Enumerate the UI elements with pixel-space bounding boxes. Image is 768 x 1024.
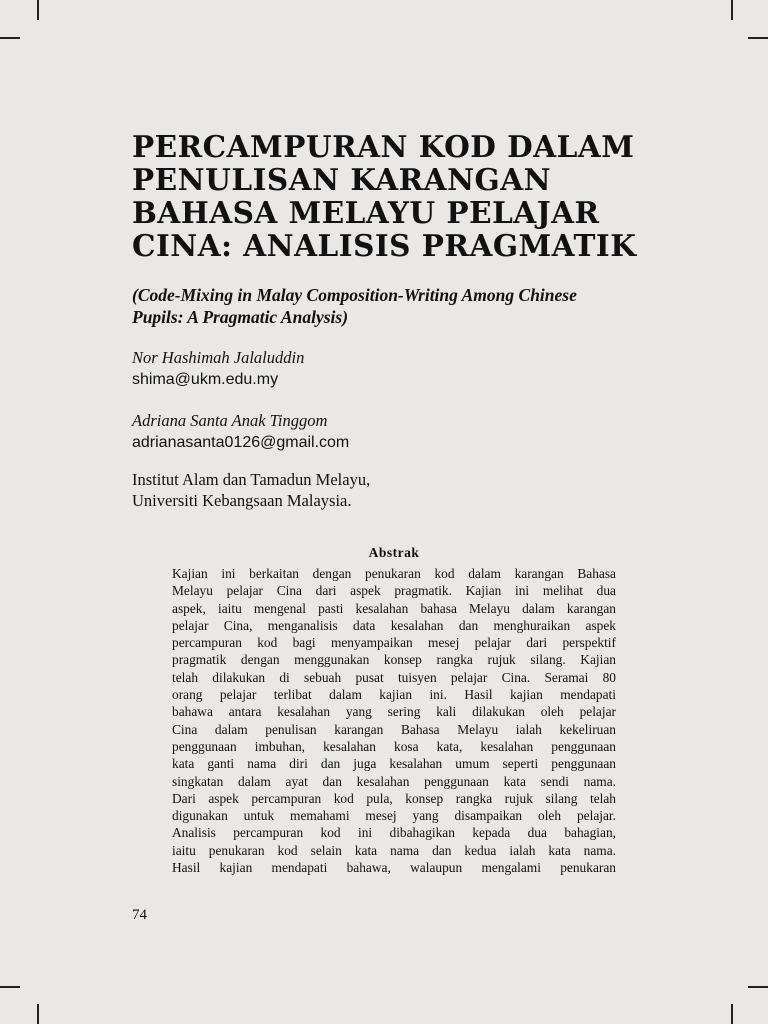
abstract-line: aspek, iaitu mengenal pasti kesalahan bahasa Melayu dalam karangan: [172, 600, 616, 616]
abstract-body: [172, 565, 616, 876]
english-subtitle: [132, 284, 652, 328]
abstract-line: Kajian ini berkaitan dengan penukaran kod dalam karangan Bahasa: [172, 566, 616, 581]
title-line: PENULISAN KARANGAN: [132, 162, 552, 197]
abstract-line: singkatan dalam ayat dan kesalahan penggunaan kata sendi nama.: [172, 773, 616, 789]
title-line: PERCAMPURAN KOD DALAM: [132, 129, 635, 164]
crop-mark: [731, 0, 733, 20]
author-name: Adriana Santa Anak Tinggom: [132, 411, 328, 430]
abstract-line: kata ganti nama diri dan juga kesalahan umum seperti penggunaan: [172, 756, 616, 772]
abstract-line: Hasil kajian mendapati bahawa, walaupun mengalami penukaran: [172, 860, 616, 876]
abstract-line: pragmatik dengan menggunakan konsep rangka rujuk silang. Kajian: [172, 652, 616, 668]
abstract-line: digunakan untuk memahami mesej yang disampaikan oleh pelajar.: [172, 808, 616, 824]
title-line: BAHASA MELAYU PELAJAR: [132, 195, 600, 230]
abstract-line: Melayu pelajar Cina dari aspek pragmatik. Kajian ini melihat dua: [172, 583, 616, 599]
crop-mark: [748, 986, 768, 988]
article-title: [132, 130, 652, 262]
crop-mark: [37, 0, 39, 20]
crop-mark: [37, 1004, 39, 1024]
abstract-line: Cina dalam penulisan karangan Bahasa Melayu ialah kekeliruan: [172, 721, 616, 737]
abstract-line: telah dilakukan di sebuah pusat tuisyen pelajar Cina. Seramai 80: [172, 669, 616, 685]
abstract-line: Analisis percampuran kod ini dibahagikan kepada dua bahagian,: [172, 825, 616, 841]
abstract-line: Dari aspek percampuran kod pula, konsep rangka rujuk silang telah: [172, 790, 616, 806]
abstract-line: pelajar Cina, menganalisis data kesalahan dan menghuraikan aspek: [172, 617, 616, 633]
crop-mark: [731, 1004, 733, 1024]
subtitle-line: Pupils: A Pragmatic Analysis): [132, 307, 349, 327]
title-line: CINA: ANALISIS PRAGMATIK: [132, 228, 637, 263]
abstract-line: penggunaan imbuhan, kesalahan kosa kata, kesalahan penggunaan: [172, 738, 616, 754]
crop-mark: [748, 37, 768, 39]
crop-mark: [0, 986, 20, 988]
abstract-line: orang pelajar terlibat dalam kajian ini. Hasil kajian mendapati: [172, 687, 616, 703]
abstract-line: bahawa antara kesalahan yang sering kali dilakukan oleh pelajar: [172, 704, 616, 720]
abstract-line: iaitu penukaran kod selain kata nama dan kedua ialah kata nama.: [172, 842, 616, 858]
author-email: shima@ukm.edu.my: [132, 371, 279, 388]
abstract-line: percampuran kod bagi menyampaikan mesej pelajar dari perspektif: [172, 635, 616, 651]
author-email: adrianasanta0126@gmail.com: [132, 434, 350, 451]
affiliation-line: Institut Alam dan Tamadun Melayu,: [132, 470, 371, 489]
affiliation: [132, 469, 370, 511]
author-name: Nor Hashimah Jalaluddin: [132, 348, 305, 367]
affiliation-line: Universiti Kebangsaan Malaysia.: [132, 491, 352, 510]
subtitle-line: (Code-Mixing in Malay Composition-Writing Among Chinese: [132, 285, 577, 305]
crop-mark: [0, 37, 20, 39]
page-number: 74: [132, 907, 147, 923]
abstract-heading: Abstrak: [368, 545, 420, 560]
